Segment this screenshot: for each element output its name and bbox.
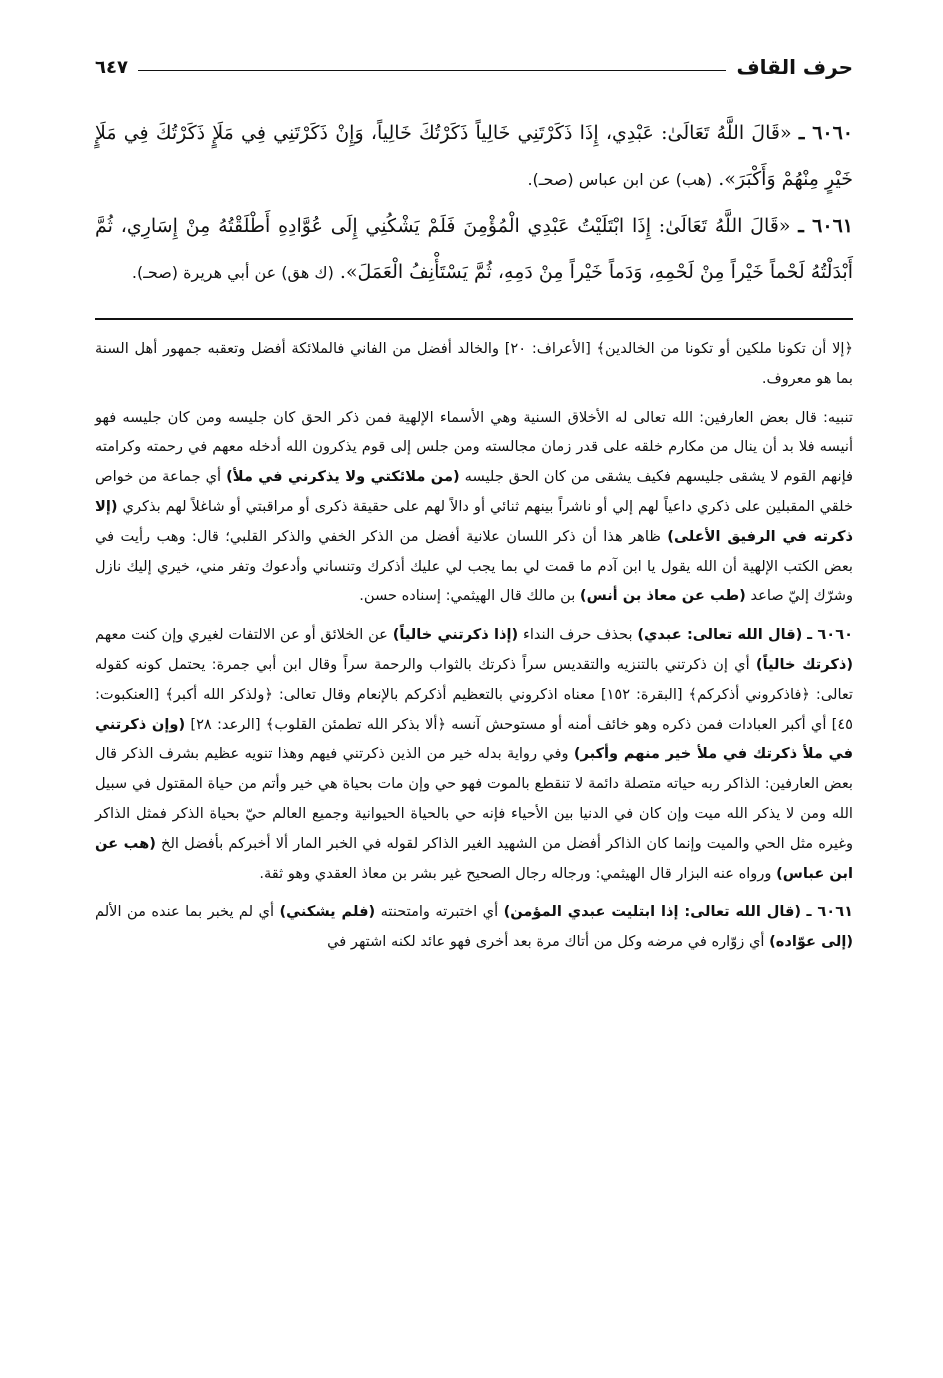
hadith-number: ٦٠٦١ ـ [806, 903, 854, 921]
hadith-text: «قَالَ اللَّهُ تَعَالَىٰ: إِذَا ابْتَلَيْتُ عَبْدِي الْمُؤْمِنَ فَلَمْ يَشْكُنِي إِلَى عُوَّادِهِ أَطْلَقْتُهُ مِنْ إِسَارِي، ثُمَّ أَبْدَلْتُهُ لَحْماً خَيْراً مِنْ لَحْمِهِ، وَدَماً خَيْراً مِنْ دَمِهِ، ثُمَّ يَسْتَأْنِفُ الْعَمَلَ». [95, 215, 853, 283]
source-citation: (طب عن معاذ بن أنس) [579, 587, 746, 605]
commentary-text: أي لم يخبر بما عنده من الألم [95, 903, 275, 921]
commentary-paragraph [95, 403, 853, 612]
commentary-section [95, 334, 853, 957]
page-header [95, 44, 853, 90]
quoted-phrase: (فلم يشكني) [279, 903, 376, 921]
commentary-text: عن الخلائق أو عن الالتفات لغيري وإن كنت معهم [95, 626, 388, 644]
page-number: ٦٤٧ [95, 56, 128, 78]
quoted-phrase: (قال الله تعالى: إذا ابتليت عبدي المؤمن) [503, 903, 802, 921]
commentary-text: تنبيه: قال بعض العارفين: الله تعالى له الأخلاق السنية وهي الأسماء الإلهية فمن ذكر الحق كان جليسه ومن كان جليسه فهو أنيسه فلا بد أن ينال من مكارم خلقه على قدر زمان مجالسته ومن جلس إلى قوم يذكرون الله أدخله معهم في رحمته وكرامته فإنهم القوم لا يشقى جليسهم فكيف يشقى من كان الحق جليسه [95, 408, 854, 486]
quoted-phrase: (إلى عوّاده) [769, 933, 853, 951]
commentary-text: وفي رواية بدله خير من الذين ذكرتني فيهم وهذا تنويه عظيم بشرف الذكر قال بعض العارفين: الذاكر ربه حياته متصلة دائمة لا تنقطع بالموت فهو حي وإن مات بحياة هي خير وأتم من حياة المقتول في سبيل الله ومن لا يذكر الله ميت وإن كان في الدنيا بين الأحياء فإنه حي بالحياة الحيوانية وجميع العالم حيّ بحياة الذكر فمثل الذاكر وغيره مثل الحي والميت وإنما كان الذاكر أفضل من الشهيد الغير الذاكر لقوله في الخبر المار ألا أخبركم بأفضل الخ [95, 745, 853, 852]
commentary-text: ورواه عنه البزار قال الهيثمي: ورجاله رجال الصحيح غير بشر بن معاذ العقدي وهو ثقة. [259, 864, 772, 882]
hadith-reference: (ك هق) عن أبي هريرة (صحـ). [131, 263, 334, 282]
commentary-paragraph [95, 620, 853, 888]
hadith-number: ٦٠٦٠ ـ [807, 626, 854, 644]
quoted-phrase: (إذا ذكرتني خالياً) [392, 626, 519, 644]
chapter-title: حرف القاف [736, 55, 853, 79]
commentary-paragraph [95, 897, 853, 957]
commentary-text: بن مالك قال الهيثمي: إسناده حسن. [359, 587, 576, 605]
quoted-phrase: (وإن ذكرتني في ملأ ذكرتك في ملأ خير منهم وأكبر) [95, 715, 853, 763]
quoted-phrase: (إلا ذكرته في الرفيق الأعلى) [95, 497, 854, 545]
quoted-phrase: (قال الله تعالى: عبدي) [637, 626, 803, 644]
header-rule [138, 70, 726, 71]
book-page [95, 44, 853, 966]
commentary-text: أي إن ذكرتني بالتنزيه والتقديس سراً ذكرتك بالثواب والرحمة سراً وقال ابن أبي جمرة: يحتمل كونه كقوله تعالى: ﴿فاذكروني أذكركم﴾ [البقرة: ١٥٢] معناه اذكروني بالتعظيم أذكركم بالإنعام وقال تعالى: ﴿ولذكر الله أكبر﴾ [العنكبوت: ٤٥] أي أكبر العبادات فمن ذكره وهو خائف أمنه أو مستوحش آنسه ﴿ألا بذكر الله تطمئن القلوب﴾ [الرعد: ٢٨] [95, 655, 853, 733]
hadith-6060 [95, 110, 853, 203]
hadith-number: ٦٠٦٠ ـ [798, 122, 854, 144]
source-citation: (هب عن ابن عباس) [95, 834, 853, 882]
hadith-text-section [95, 110, 853, 296]
commentary-text: بحذف حرف النداء [522, 626, 633, 644]
hadith-number: ٦٠٦١ ـ [798, 215, 853, 237]
commentary-paragraph: ﴿إلا أن تكونا ملكين أو تكونا من الخالدين﴾ [الأعراف: ٢٠] والخالد أفضل من الفاني فالملائكة أفضل وتعقبه جمهور أهل السنة بما هو معروف. [95, 340, 853, 387]
quoted-phrase: (ذكرتك خالياً) [755, 655, 854, 673]
hadith-text: «قَالَ اللَّهُ تَعَالَىٰ: عَبْدِي، إِذَا ذَكَرْتَنِي خَالِياً ذَكَرْتُكَ خَالِياً، وَإِنْ ذَكَرْتَنِي فِي مَلَإٍ ذَكَرْتُكَ فِي مَلَإٍ خَيْرٍ مِنْهُمْ وَأَكْبَرَ». [95, 122, 853, 190]
hadith-reference: (هب) عن ابن عباس (صحـ). [527, 170, 713, 189]
section-separator [95, 318, 853, 320]
commentary-text: أي جماعة من خواص خلقي المقبلين على ذكري داعياً لهم إلي أو ناشراً بينهم ثنائي أو دالاً لهم على حقيقة ذكرى أو مراقبتي أو شاغلاً لهم بذكري [95, 468, 854, 515]
commentary-text: أي زوّاره في مرضه وكل من أتاك مرة بعد أخرى فهو عائد لكنه اشتهر في [327, 933, 765, 951]
quoted-phrase: (من ملائكتي ولا يذكرني في ملأ) [226, 468, 460, 486]
commentary-text: ظاهر هذا أن ذكر اللسان علانية أفضل من الذكر الخفي والذكر القلبي؛ قال: وهب رأيت في بعض الكتب الإلهية أن الله يقول يا ابن آدم ما قمت لي بما يجب لي عليك أذكرك وتنساني وأدعوك وتفر مني، خيري إليك نازل وشرّك إليّ صاعد [95, 527, 853, 605]
commentary-text: أي اختبرته وامتحنته [380, 903, 499, 921]
hadith-6061 [95, 203, 853, 296]
